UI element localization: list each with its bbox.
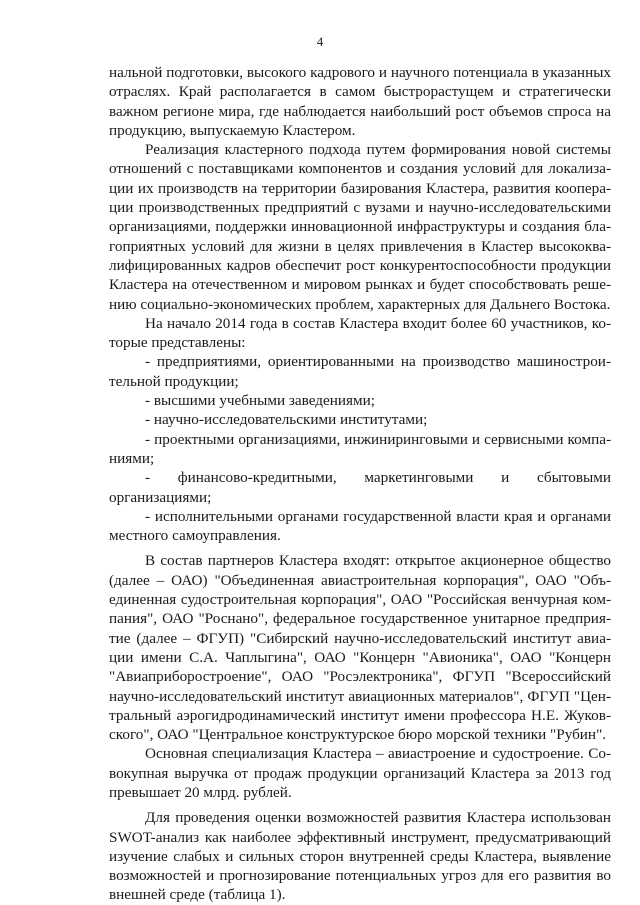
paragraph-participants-intro: На начало 2014 года в состав Кластера входит более 60 участников, которые представлены:: [109, 314, 611, 352]
list-item-engineering-companies: - проектными организациями, инжиниринговыми и сервисными компаниями;: [109, 430, 611, 467]
paragraph-cluster-approach: Реализация кластерного подхода путем формирования новой системы отношений с поставщиками компонентов и создания условий для локализации их производств на территории базирования Кластера, развития кооперации производственных предприятий с вузами и научно-исследовательскими организациями, поддержки инновационной инфраструктуры и создания благоприятных условий для жизни в целях привлечения в Кластер высококвалифицированных кадров обеспечит рост конкурентоспособности продукции Кластера на отечественном и мировом рынках и будет способствовать решению социально-экономических проблем, характерных для Дальнего Востока.: [109, 141, 611, 313]
list-item-enterprises: - предприятиями, ориентированными на производство машиностроительной продукции;: [109, 353, 611, 390]
paragraph-specialization: Основная специализация Кластера – авиастроение и судостроение. Совокупная выручка от продаж продукции организаций Кластера за 2013 год превышает 20 млрд. рублей.: [109, 745, 611, 801]
list-item-financial-organizations: - финансово-кредитными, маркетинговыми и сбытовыми организациями;: [109, 469, 611, 506]
list-item-government-bodies: - исполнительными органами государственной власти края и органами местного самоуправления.: [109, 507, 611, 545]
paragraph-continuation: нальной подготовки, высокого кадрового и научного потенциала в указанных отраслях. Край располагается в самом быстрорастущем и стратегически важном регионе мира, где наблюдается наибольший рост объемов спроса на продукцию, выпускаемую Кластером.: [109, 64, 611, 139]
paragraph-partners: В состав партнеров Кластера входят: открытое акционерное общество (далее – ОАО) "Объединенная авиастроительная корпорация", ОАО "Объединенная судостроительная корпорация", ОАО "Российская венчурная компания", ОАО "Роснано", федеральное государственное унитарное предприятие (далее – ФГУП) "Сибирский научно-исследовательский институт авиации имени С.А. Чаплыгина", ОАО "Концерн "Авионика", ОАО "Концерн "Авиаприборостроение", ОАО "Росэлектроника", ФГУП "Всероссийский научно-исследовательский институт авиационных материалов", ФГУП "Центральный аэрогидродинамический институт имени профессора Н.Е. Жуковского", ОАО "Центральное конструктурское бюро морской техники "Рубин".: [109, 552, 611, 744]
body-text: [109, 63, 611, 905]
paragraph-swot: Для проведения оценки возможностей развития Кластера использован SWOT-анализ как наиболее эффективный инструмент, предусматривающий изучение слабых и сильных сторон внутренней среды Кластера, выявление возможностей и прогнозирование потенциальных угроз для его развития во внешней среде (таблица 1).: [109, 809, 611, 904]
list-item-universities: - высшими учебными заведениями;: [145, 392, 375, 410]
list-item-research-institutes: - научно-исследовательскими институтами;: [145, 411, 428, 429]
page-number: 4: [316, 34, 324, 49]
